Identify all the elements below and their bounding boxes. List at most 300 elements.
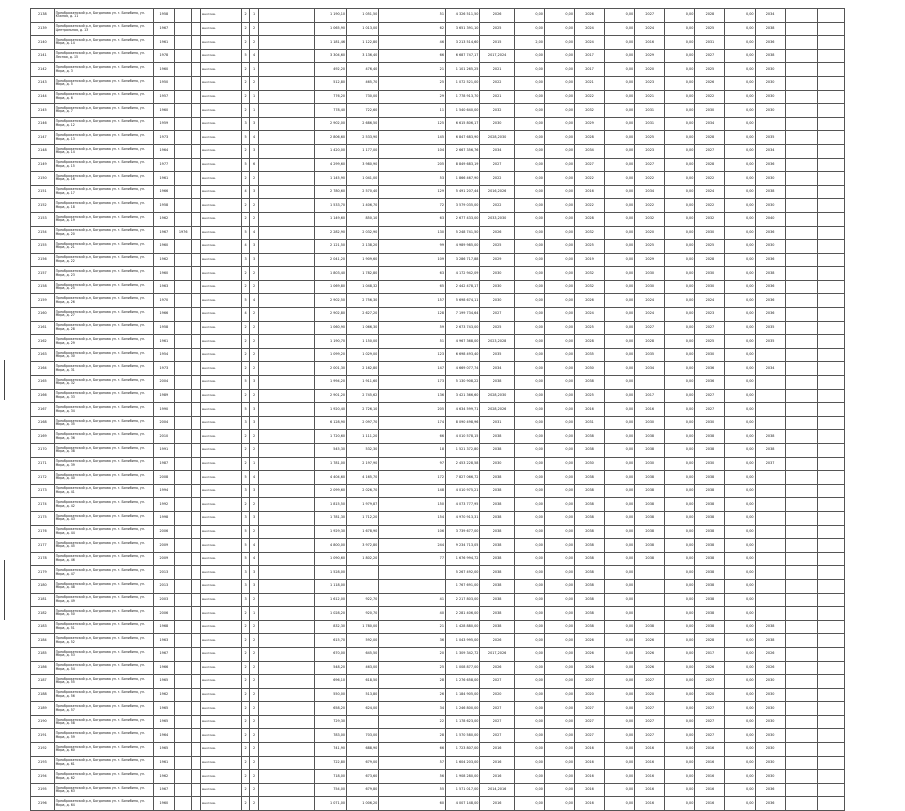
year-cell: 2016 — [574, 185, 604, 199]
share-cell: 0,00 — [544, 49, 574, 63]
share-cell: 0,00 — [605, 9, 635, 23]
work-year-cell: 2038 — [480, 444, 514, 458]
share-cell: 0,00 — [544, 185, 574, 199]
blank-cell — [785, 321, 817, 335]
residents-cell: 22 — [379, 715, 446, 729]
blank-cell — [258, 321, 314, 335]
entrances-cell: 2 — [250, 430, 259, 444]
house-type-cell: многокв. — [200, 158, 241, 172]
total-area-cell: 1 099,20 — [314, 348, 346, 362]
blank-cell — [192, 756, 201, 770]
year-cell: 2027 — [695, 675, 725, 689]
work-year-cell: 2020 — [480, 688, 514, 702]
year-cell: 2038 — [755, 634, 785, 648]
living-area-cell: 679,00 — [347, 756, 379, 770]
year-cell: 2028 — [695, 131, 725, 145]
share-cell: 0,00 — [725, 525, 755, 539]
year-cell: 2020 — [635, 688, 665, 702]
address-cell: Преображенский р-н, Богданова ул. г. Билибино, ул. Мира, д. 20 — [54, 226, 153, 240]
blank-cell — [192, 444, 201, 458]
blank-cell — [192, 743, 201, 757]
entrances-cell: 1 — [250, 63, 259, 77]
floors-cell: 5 — [241, 294, 250, 308]
year-cell: 2035 — [755, 131, 785, 145]
total-area-cell: 1 720,60 — [314, 430, 346, 444]
share-cell: 0,00 — [514, 715, 544, 729]
blank-cell — [785, 144, 817, 158]
total-area-cell: 776,20 — [314, 90, 346, 104]
blank-cell — [258, 525, 314, 539]
share-cell: 0,00 — [725, 308, 755, 322]
built-year-cell: 1963 — [153, 634, 175, 648]
share-cell: 0,00 — [725, 335, 755, 349]
residents-cell: 244 — [379, 539, 446, 553]
share-cell: 0,00 — [725, 770, 755, 784]
share-cell: 0,00 — [725, 688, 755, 702]
blank-cell — [192, 308, 201, 322]
blank-cell — [817, 294, 844, 308]
house-type-cell: многокв. — [200, 280, 241, 294]
table-row — [31, 253, 845, 267]
address-cell: Преображенский р-н, Богданова ул. г. Билибино, ул. Мира, д. 40 — [54, 471, 153, 485]
residents-cell: 29 — [379, 90, 446, 104]
floors-cell: 2 — [241, 675, 250, 689]
year-cell: 2030 — [755, 240, 785, 254]
year-cell: 2027 — [695, 403, 725, 417]
share-cell: 0,00 — [725, 661, 755, 675]
share-cell: 0,00 — [605, 511, 635, 525]
residents-cell: 28 — [379, 729, 446, 743]
reconstruction-year-cell — [175, 566, 192, 580]
address-cell: Преображенский р-н, Богданова ул. г. Билибино, ул. Мира, д. 49 — [54, 593, 153, 607]
total-area-cell: 1 420,00 — [314, 144, 346, 158]
share-cell: 0,00 — [605, 144, 635, 158]
share-cell: 0,00 — [665, 49, 695, 63]
entrances-cell: 2 — [250, 525, 259, 539]
blank-cell — [785, 212, 817, 226]
table-row — [31, 76, 845, 90]
year-cell: 2035 — [755, 335, 785, 349]
work-year-cell: 2032 — [480, 104, 514, 118]
entrances-cell: 2 — [250, 688, 259, 702]
residents-cell: 55 — [379, 783, 446, 797]
row-number: 2145 — [31, 104, 55, 118]
blank-cell — [817, 783, 844, 797]
reconstruction-year-cell — [175, 688, 192, 702]
reconstruction-year-cell — [175, 90, 192, 104]
share-cell: 0,00 — [514, 90, 544, 104]
year-cell: 2026 — [635, 634, 665, 648]
blank-cell — [192, 770, 201, 784]
blank-cell — [258, 185, 314, 199]
address-cell: Преображенский р-н, Богданова ул. г. Билибино, ул. Мира, д. 12 — [54, 117, 153, 131]
house-type-cell: многокв. — [200, 321, 241, 335]
row-number: 2170 — [31, 444, 55, 458]
entrances-cell: 2 — [250, 702, 259, 716]
floors-cell: 2 — [241, 620, 250, 634]
cost-cell: 5 130 908,22 — [445, 376, 479, 390]
blank-cell — [192, 539, 201, 553]
total-area-cell: 1 781,30 — [314, 511, 346, 525]
blank-cell — [785, 104, 817, 118]
year-cell — [755, 607, 785, 621]
share-cell: 0,00 — [544, 634, 574, 648]
house-type-cell: многокв. — [200, 144, 241, 158]
total-area-cell: 832,30 — [314, 620, 346, 634]
floors-cell: 3 — [241, 253, 250, 267]
share-cell: 0,00 — [514, 688, 544, 702]
year-cell: 2034 — [574, 144, 604, 158]
blank-cell — [785, 376, 817, 390]
blank-cell — [785, 403, 817, 417]
blank-cell — [817, 212, 844, 226]
residents-cell: 205 — [379, 158, 446, 172]
address-cell: Преображенский р-н, Богданова ул. г. Билибино, ул. Мира, д. 55 — [54, 675, 153, 689]
share-cell: 0,00 — [605, 566, 635, 580]
floors-cell: 2 — [241, 770, 250, 784]
reconstruction-year-cell — [175, 63, 192, 77]
blank-cell — [785, 539, 817, 553]
address-cell: Преображенский р-н, Богданова ул. г. Билибино, ул. Мира, д. 6 — [54, 90, 153, 104]
cost-cell: 1 428 880,00 — [445, 620, 479, 634]
residents-cell: 26 — [379, 688, 446, 702]
blank-cell — [192, 607, 201, 621]
house-type-cell: многокв. — [200, 416, 241, 430]
address-cell: Преображенский р-н, Богданова ул. г. Билибино, ул. Мира, д. 62 — [54, 770, 153, 784]
living-area-cell: 1 041,00 — [347, 172, 379, 186]
year-cell: 2022 — [635, 199, 665, 213]
blank-cell — [817, 362, 844, 376]
blank-cell — [817, 566, 844, 580]
total-area-cell: 1 071,00 — [314, 797, 346, 811]
share-cell: 0,00 — [725, 634, 755, 648]
work-year-cell: 2027 — [480, 158, 514, 172]
blank-cell — [258, 199, 314, 213]
year-cell — [635, 607, 665, 621]
reconstruction-year-cell — [175, 362, 192, 376]
total-area-cell: 548,20 — [314, 661, 346, 675]
entrances-cell: 2 — [250, 348, 259, 362]
blank-cell — [192, 647, 201, 661]
reconstruction-year-cell — [175, 158, 192, 172]
share-cell: 0,00 — [605, 280, 635, 294]
share-cell: 0,00 — [514, 797, 544, 811]
living-area-cell: 1 111,20 — [347, 430, 379, 444]
work-year-cell: 2030 — [480, 280, 514, 294]
row-number: 2141 — [31, 49, 55, 63]
total-area-cell: 1 090,60 — [314, 552, 346, 566]
year-cell: 2030 — [755, 199, 785, 213]
address-cell: Преображенский р-н, Богданова ул. г. Билибино, ул. Мира, д. 21 — [54, 240, 153, 254]
cost-cell: 4 669 077,74 — [445, 362, 479, 376]
work-year-cell: 2026 — [480, 9, 514, 23]
residents-cell: 36 — [379, 634, 446, 648]
cost-cell: 2 673 743,00 — [445, 321, 479, 335]
reconstruction-year-cell — [175, 294, 192, 308]
year-cell: 2034 — [755, 9, 785, 23]
year-cell: 2038 — [574, 539, 604, 553]
year-cell: 2028 — [695, 158, 725, 172]
year-cell: 2016 — [695, 797, 725, 811]
cost-cell: 5 491 207,44 — [445, 185, 479, 199]
share-cell: 0,00 — [605, 22, 635, 36]
year-cell: 2032 — [574, 104, 604, 118]
blank-cell — [785, 647, 817, 661]
blank-cell — [785, 675, 817, 689]
house-type-cell: многокв. — [200, 566, 241, 580]
blank-cell — [817, 308, 844, 322]
blank-cell — [785, 240, 817, 254]
year-cell: 2027 — [635, 675, 665, 689]
share-cell: 0,00 — [665, 770, 695, 784]
year-cell: 2031 — [574, 416, 604, 430]
blank-cell — [785, 471, 817, 485]
share-cell: 0,00 — [605, 226, 635, 240]
floors-cell: 2 — [241, 756, 250, 770]
reconstruction-year-cell — [175, 743, 192, 757]
row-number: 2189 — [31, 702, 55, 716]
share-cell: 0,00 — [665, 308, 695, 322]
share-cell: 0,00 — [665, 457, 695, 471]
entrances-cell: 3 — [250, 566, 259, 580]
year-cell: 2038 — [695, 498, 725, 512]
blank-cell — [817, 280, 844, 294]
share-cell: 0,00 — [514, 185, 544, 199]
table-row — [31, 688, 845, 702]
share-cell: 0,00 — [605, 702, 635, 716]
living-area-cell: 3 972,80 — [347, 539, 379, 553]
share-cell: 0,00 — [544, 620, 574, 634]
table-row — [31, 117, 845, 131]
total-area-cell: 1 920,40 — [314, 403, 346, 417]
share-cell: 0,00 — [544, 444, 574, 458]
blank-cell — [817, 403, 844, 417]
address-cell: Преображенский р-н, Богданова ул. г. Билибино, ул. Мира, д. 59 — [54, 729, 153, 743]
entrances-cell: 2 — [250, 593, 259, 607]
share-cell: 0,00 — [725, 702, 755, 716]
year-cell: 2016 — [695, 783, 725, 797]
cost-cell: 1 570 580,00 — [445, 729, 479, 743]
built-year-cell: 1965 — [153, 702, 175, 716]
share-cell: 0,00 — [665, 76, 695, 90]
year-cell: 2030 — [755, 172, 785, 186]
reconstruction-year-cell — [175, 525, 192, 539]
year-cell — [755, 484, 785, 498]
residents-cell: 51 — [379, 335, 446, 349]
share-cell: 0,00 — [665, 158, 695, 172]
year-cell: 2038 — [695, 471, 725, 485]
year-cell: 2038 — [574, 376, 604, 390]
share-cell: 0,00 — [725, 376, 755, 390]
total-area-cell: 1 528,00 — [314, 566, 346, 580]
year-cell: 2038 — [695, 579, 725, 593]
share-cell: 0,00 — [544, 144, 574, 158]
built-year-cell: 1967 — [153, 783, 175, 797]
house-type-cell: многокв. — [200, 49, 241, 63]
year-cell: 2016 — [574, 783, 604, 797]
living-area-cell: 463,00 — [347, 661, 379, 675]
blank-cell — [785, 294, 817, 308]
blank-cell — [258, 511, 314, 525]
residents-cell — [379, 579, 446, 593]
blank-cell — [258, 403, 314, 417]
share-cell: 0,00 — [725, 348, 755, 362]
entrances-cell: 1 — [250, 457, 259, 471]
share-cell: 0,00 — [725, 783, 755, 797]
share-cell: 0,00 — [725, 253, 755, 267]
blank-cell — [785, 511, 817, 525]
blank-cell — [817, 647, 844, 661]
entrances-cell: 4 — [250, 226, 259, 240]
share-cell: 0,00 — [544, 471, 574, 485]
year-cell: 2024 — [695, 185, 725, 199]
house-type-cell: многокв. — [200, 90, 241, 104]
blank-cell — [192, 117, 201, 131]
work-year-cell: 2028,2030 — [480, 389, 514, 403]
total-area-cell: 550,00 — [314, 688, 346, 702]
year-cell — [635, 579, 665, 593]
total-area-cell: 1 181,46 — [314, 36, 346, 50]
year-cell: 2030 — [755, 702, 785, 716]
reconstruction-year-cell — [175, 783, 192, 797]
floors-cell: 3 — [241, 416, 250, 430]
house-type-cell: многокв. — [200, 770, 241, 784]
table-row — [31, 484, 845, 498]
floors-cell: 3 — [241, 579, 250, 593]
floors-cell: 2 — [241, 661, 250, 675]
share-cell: 0,00 — [605, 715, 635, 729]
blank-cell — [192, 566, 201, 580]
share-cell: 0,00 — [544, 253, 574, 267]
share-cell: 0,00 — [544, 158, 574, 172]
address-cell: Преображенский р-н, Богданова ул. г. Билибино, ул. Мира, д. 50 — [54, 607, 153, 621]
living-area-cell: 618,50 — [347, 675, 379, 689]
entrances-cell: 2 — [250, 783, 259, 797]
table-row — [31, 335, 845, 349]
blank-cell — [258, 389, 314, 403]
blank-cell — [817, 22, 844, 36]
row-number: 2190 — [31, 715, 55, 729]
entrances-cell: 2 — [250, 756, 259, 770]
row-number: 2142 — [31, 63, 55, 77]
blank-cell — [192, 376, 201, 390]
residents-cell: 109 — [379, 253, 446, 267]
built-year-cell: 1967 — [153, 226, 175, 240]
entrances-cell: 2 — [250, 498, 259, 512]
share-cell: 0,00 — [665, 756, 695, 770]
cost-cell: 1 908 280,00 — [445, 770, 479, 784]
year-cell — [755, 117, 785, 131]
reconstruction-year-cell — [175, 185, 192, 199]
cost-cell: 5 698 674,11 — [445, 294, 479, 308]
living-area-cell — [347, 715, 379, 729]
blank-cell — [785, 253, 817, 267]
year-cell: 2030 — [695, 416, 725, 430]
work-year-cell: 2030 — [480, 267, 514, 281]
residents-cell: 125 — [379, 117, 446, 131]
work-year-cell: 2017,2026 — [480, 647, 514, 661]
row-number: 2191 — [31, 729, 55, 743]
cost-cell: 2 442 478,17 — [445, 280, 479, 294]
row-number: 2156 — [31, 253, 55, 267]
share-cell: 0,00 — [605, 539, 635, 553]
share-cell: 0,00 — [665, 797, 695, 811]
share-cell: 0,00 — [605, 308, 635, 322]
floors-cell: 2 — [241, 267, 250, 281]
year-cell: 2036 — [755, 308, 785, 322]
year-cell — [755, 539, 785, 553]
year-cell: 2038 — [635, 498, 665, 512]
share-cell: 0,00 — [605, 634, 635, 648]
work-year-cell: 2015 — [480, 36, 514, 50]
blank-cell — [785, 308, 817, 322]
share-cell: 0,00 — [544, 63, 574, 77]
blank-cell — [258, 348, 314, 362]
share-cell: 0,00 — [725, 729, 755, 743]
built-year-cell: 1950 — [153, 76, 175, 90]
blank-cell — [817, 76, 844, 90]
residents-cell: 173 — [379, 376, 446, 390]
address-cell: Преображенский р-н, Богданова ул. г. Билибино, ул. Мира, д. 18 — [54, 199, 153, 213]
blank-cell — [817, 321, 844, 335]
blank-cell — [258, 702, 314, 716]
work-year-cell: 2027 — [480, 729, 514, 743]
living-area-cell: 920,70 — [347, 607, 379, 621]
cost-cell: 9 234 713,05 — [445, 539, 479, 553]
blank-cell — [258, 158, 314, 172]
share-cell: 0,00 — [544, 797, 574, 811]
blank-cell — [192, 675, 201, 689]
floors-cell: 2 — [241, 321, 250, 335]
share-cell: 0,00 — [725, 416, 755, 430]
built-year-cell: 1977 — [153, 158, 175, 172]
blank-cell — [258, 22, 314, 36]
blank-cell — [192, 172, 201, 186]
house-type-cell: многокв. — [200, 389, 241, 403]
reconstruction-year-cell — [175, 416, 192, 430]
blank-cell — [258, 484, 314, 498]
share-cell: 0,00 — [605, 688, 635, 702]
total-area-cell: 2 099,60 — [314, 484, 346, 498]
share-cell: 0,00 — [544, 76, 574, 90]
share-cell: 0,00 — [544, 430, 574, 444]
cost-cell: 3 286 717,88 — [445, 253, 479, 267]
share-cell: 0,00 — [665, 22, 695, 36]
house-type-cell: многокв. — [200, 104, 241, 118]
reconstruction-year-cell — [175, 593, 192, 607]
row-number: 2151 — [31, 185, 55, 199]
table-row — [31, 376, 845, 390]
blank-cell — [258, 308, 314, 322]
row-number: 2154 — [31, 226, 55, 240]
blank-cell — [258, 756, 314, 770]
living-area-cell: 2 032,90 — [347, 226, 379, 240]
built-year-cell: 1961 — [153, 335, 175, 349]
built-year-cell: 2003 — [153, 593, 175, 607]
share-cell: 0,00 — [544, 104, 574, 118]
blank-cell — [258, 579, 314, 593]
year-cell: 2026 — [755, 661, 785, 675]
built-year-cell: 1967 — [153, 22, 175, 36]
floors-cell: 2 — [241, 783, 250, 797]
living-area-cell: 703,00 — [347, 729, 379, 743]
floors-cell: 2 — [241, 430, 250, 444]
year-cell: 2031 — [635, 117, 665, 131]
address-cell: Преображенский р-н, Богданова ул. г. Билибино, ул. Мира, д. 14 — [54, 36, 153, 50]
year-cell: 2029 — [635, 253, 665, 267]
share-cell: 0,00 — [725, 471, 755, 485]
table-row — [31, 199, 845, 213]
